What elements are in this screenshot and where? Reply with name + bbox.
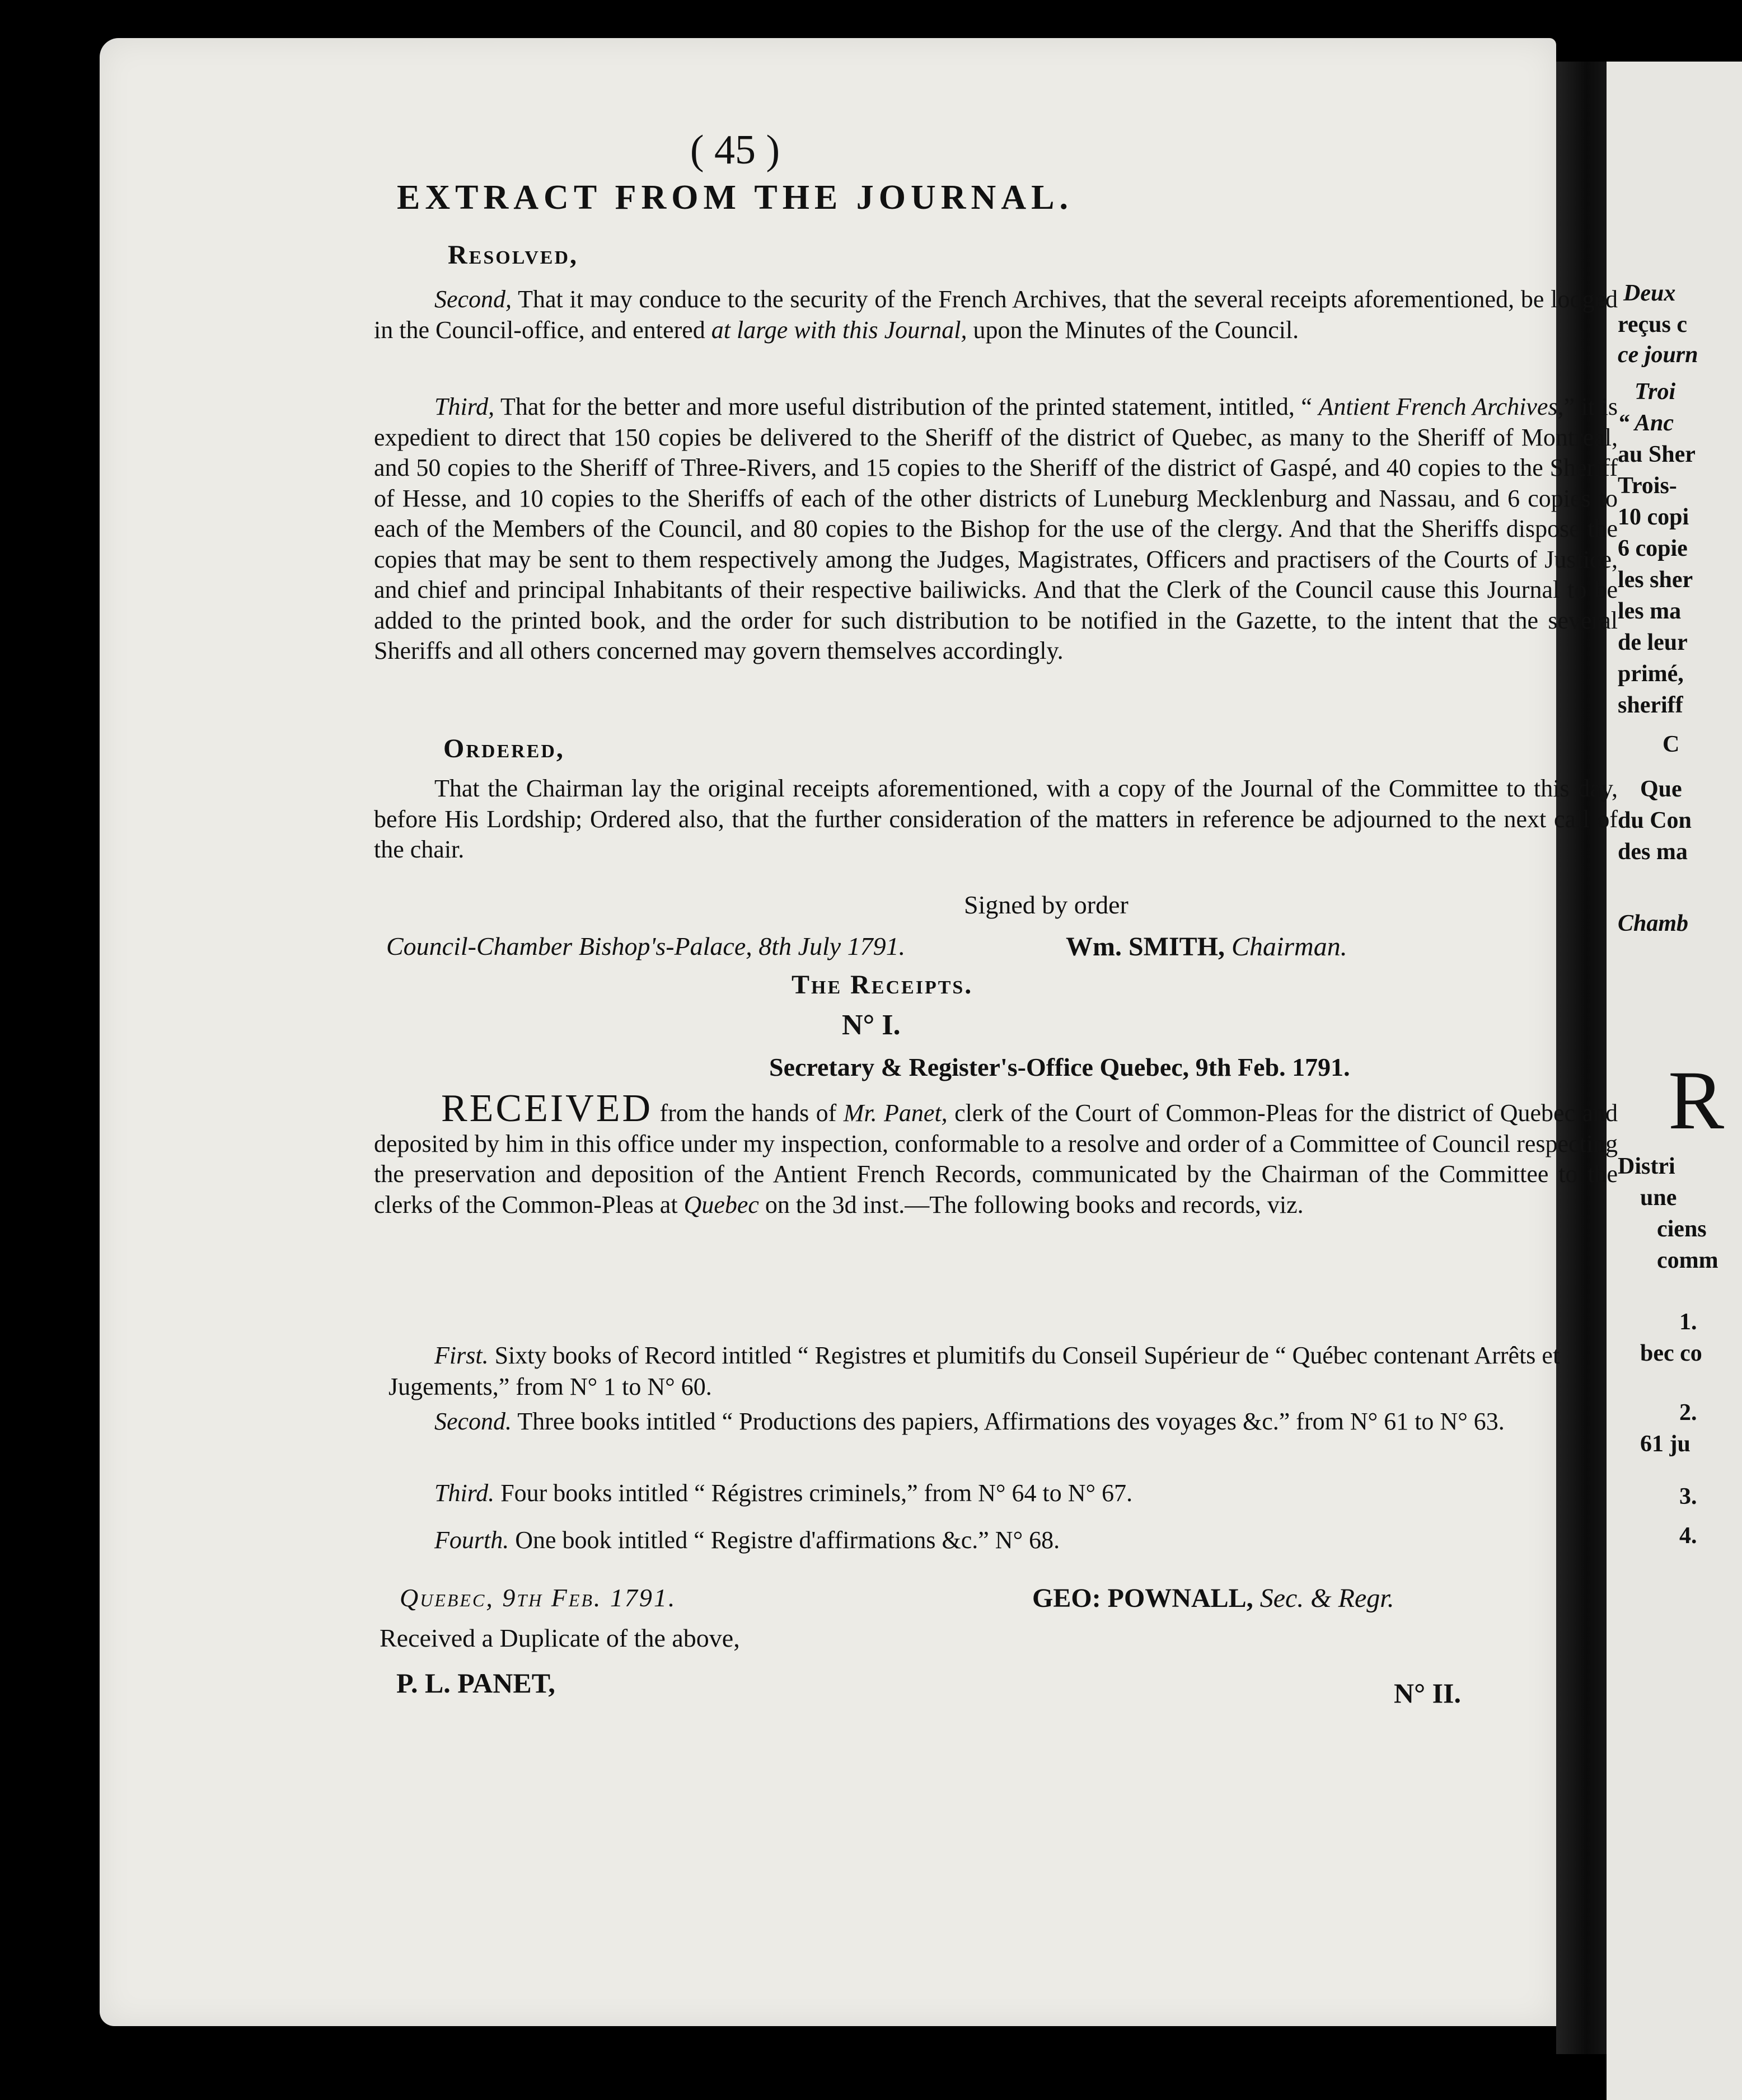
third-text-2: ” it is expedient to direct that 150 copies be delivered to the Sheriff of the district of Quebec, as many to the Sheriff of Montreal, and 50 copies to the Sheriff of Three-Rivers, and 15 copies to the Sheriff of the district of Gaspé, and 40 copies to the Sheriff of Hesse, and 10 copies to the Sheriffs of each of the other districts of Luneburg Mecklenburg and Nassau, and 6 copies to each of the Members of the Council, and 80 copies to the Bishop for the use of the clergy. And that the Sheriffs dispose the copies that may be sent to them respectively among the Judges, Magistrates, Officers and practisers of the Courts of Justice, and chief and principal Inhabitants of their respective bailiwicks. And that the Clerk of the Council cause this Journal to be added to the printed book, and the order for such distribution to be notified in the Gazette, to the intent that the several Sheriffs and all others concerned may govern themselves accordingly. (374, 393, 1618, 664)
facing-line: bec co (1640, 1340, 1702, 1366)
chairman-signature (1066, 931, 1347, 962)
item-lead: Fourth. (434, 1526, 509, 1554)
facing-line: primé, (1618, 661, 1684, 687)
facing-line: C (1663, 732, 1680, 757)
document-page (100, 38, 1618, 2026)
received-dropword: RECEIVED (441, 1087, 653, 1130)
received-paragraph (374, 1087, 1618, 1220)
facing-line: reçus c (1618, 312, 1688, 337)
received-name: Mr. Panet, (843, 1099, 948, 1127)
item-text: Three books intitled “ Productions des papiers, Affirmations des voyages &c.” from N° 61 to N° 63. (517, 1408, 1505, 1435)
received-text-2: clerk of the Court of Common-Pleas for the district of Quebec and deposited by him in this office under my inspection, conformable to a resolve and order of a Committee of Council respecting the preservation and deposition of the Antient French Records, communicated by the Chairman of the Committee to the clerks of the Common-Pleas at (374, 1099, 1618, 1218)
book-gutter (1556, 62, 1607, 2054)
facing-line: Troi (1635, 379, 1676, 405)
facing-line: Trois- (1618, 473, 1677, 499)
facing-line: du Con (1618, 808, 1692, 833)
second-resolution (374, 284, 1618, 345)
facing-line: Que (1640, 776, 1682, 802)
receipts-heading: The Receipts. (792, 970, 973, 1000)
facing-line: 3. (1679, 1484, 1697, 1510)
item-lead: Third. (434, 1479, 495, 1507)
third-resolution (374, 392, 1618, 667)
facing-line: ciens (1657, 1216, 1707, 1242)
item-lead: Second. (434, 1408, 512, 1435)
facing-line: au Sher (1618, 442, 1696, 467)
ordered-label: Ordered, (443, 734, 565, 763)
third-emphasis: Antient French Archives, (1318, 393, 1564, 420)
facing-line: des ma (1618, 839, 1688, 865)
facing-line: ce journ (1618, 342, 1698, 368)
office-line: Secretary & Register's-Office Quebec, 9th Feb. 1791. (769, 1053, 1350, 1081)
received-place: Quebec (683, 1190, 759, 1218)
facing-line: sheriff (1618, 692, 1683, 718)
facing-line: 10 copi (1618, 504, 1689, 530)
item-first (388, 1340, 1620, 1403)
facing-line: Deux (1623, 280, 1676, 306)
item-second (388, 1406, 1620, 1437)
third-lead: Third, (434, 393, 495, 420)
facing-line: comm (1657, 1248, 1718, 1273)
second-lead: Second, (434, 285, 512, 313)
page-number: ( 45 ) (690, 127, 780, 173)
signed-by-order: Signed by order (964, 890, 1128, 919)
facing-line: 6 copie (1618, 536, 1688, 561)
next-receipt-catchword: N° II. (1394, 1677, 1462, 1709)
page-title: EXTRACT FROM THE JOURNAL. (397, 179, 1073, 217)
duplicate-line: Received a Duplicate of the above, (380, 1624, 740, 1652)
facing-line: les sher (1618, 567, 1693, 593)
item-fourth (388, 1525, 1620, 1556)
resolved-label: Resolved, (448, 240, 579, 270)
facing-line: 61 ju (1640, 1431, 1691, 1457)
second-emphasis: at large with this Journal, (711, 316, 967, 344)
ordered-paragraph: That the Chairman lay the original receipts aforementioned, with a copy of the Journal of the Committee to this day, before His Lordship; Ordered also, that the further consideration of the matters in reference be adjourned to the next call of the chair. (374, 775, 1618, 863)
item-lead: First. (434, 1342, 489, 1369)
signatory-title: Chairman. (1231, 932, 1347, 962)
item-text: Four books intitled “ Régistres criminels,” from N° 64 to N° 67. (500, 1479, 1133, 1507)
facing-line: de leur (1618, 630, 1688, 655)
facing-line: 1. (1679, 1309, 1697, 1335)
facing-dropcap: R (1668, 1054, 1725, 1147)
quebec-date: Quebec, 9th Feb. 1791. (400, 1583, 677, 1612)
facing-page-fragment (1607, 62, 1742, 2100)
second-text: That it may conduce to the security of the French Archives, that the several receipts aforementioned, be lodged in the Council-office, and entered (374, 285, 1618, 344)
pownall-title: Sec. & Regr. (1259, 1583, 1394, 1613)
facing-line: 2. (1679, 1400, 1697, 1426)
received-text-1: from the hands of (653, 1099, 844, 1127)
facing-line: 4. (1679, 1523, 1697, 1549)
receipt-number: N° I. (842, 1009, 901, 1041)
facing-line: une (1640, 1185, 1677, 1211)
facing-line: Chamb (1618, 911, 1689, 936)
panet-signature: P. L. PANET, (396, 1667, 555, 1699)
second-tail: upon the Minutes of the Council. (967, 316, 1299, 344)
facing-line: “ Anc (1618, 410, 1674, 436)
pownall-name: GEO: POWNALL, (1032, 1583, 1253, 1613)
item-text: Sixty books of Record intitled “ Registres et plumitifs du Conseil Supérieur de “ Québec contenant Arrêts et Jugements,” from N° 1 to N° 60. (388, 1342, 1560, 1400)
facing-line: les ma (1618, 598, 1682, 624)
item-third (388, 1478, 1620, 1509)
signatory-name: Wm. SMITH, (1066, 932, 1225, 962)
item-text: One book intitled “ Registre d'affirmations &c.” N° 68. (515, 1526, 1060, 1554)
received-text-3: on the 3d inst.—The following books and records, viz. (758, 1190, 1304, 1218)
pownall-signature (1032, 1583, 1394, 1614)
third-text-1: That for the better and more useful distribution of the printed statement, intitled, “ (500, 393, 1319, 420)
facing-line: Distri (1618, 1154, 1675, 1179)
place-date: Council-Chamber Bishop's-Palace, 8th July 1791. (386, 932, 906, 960)
